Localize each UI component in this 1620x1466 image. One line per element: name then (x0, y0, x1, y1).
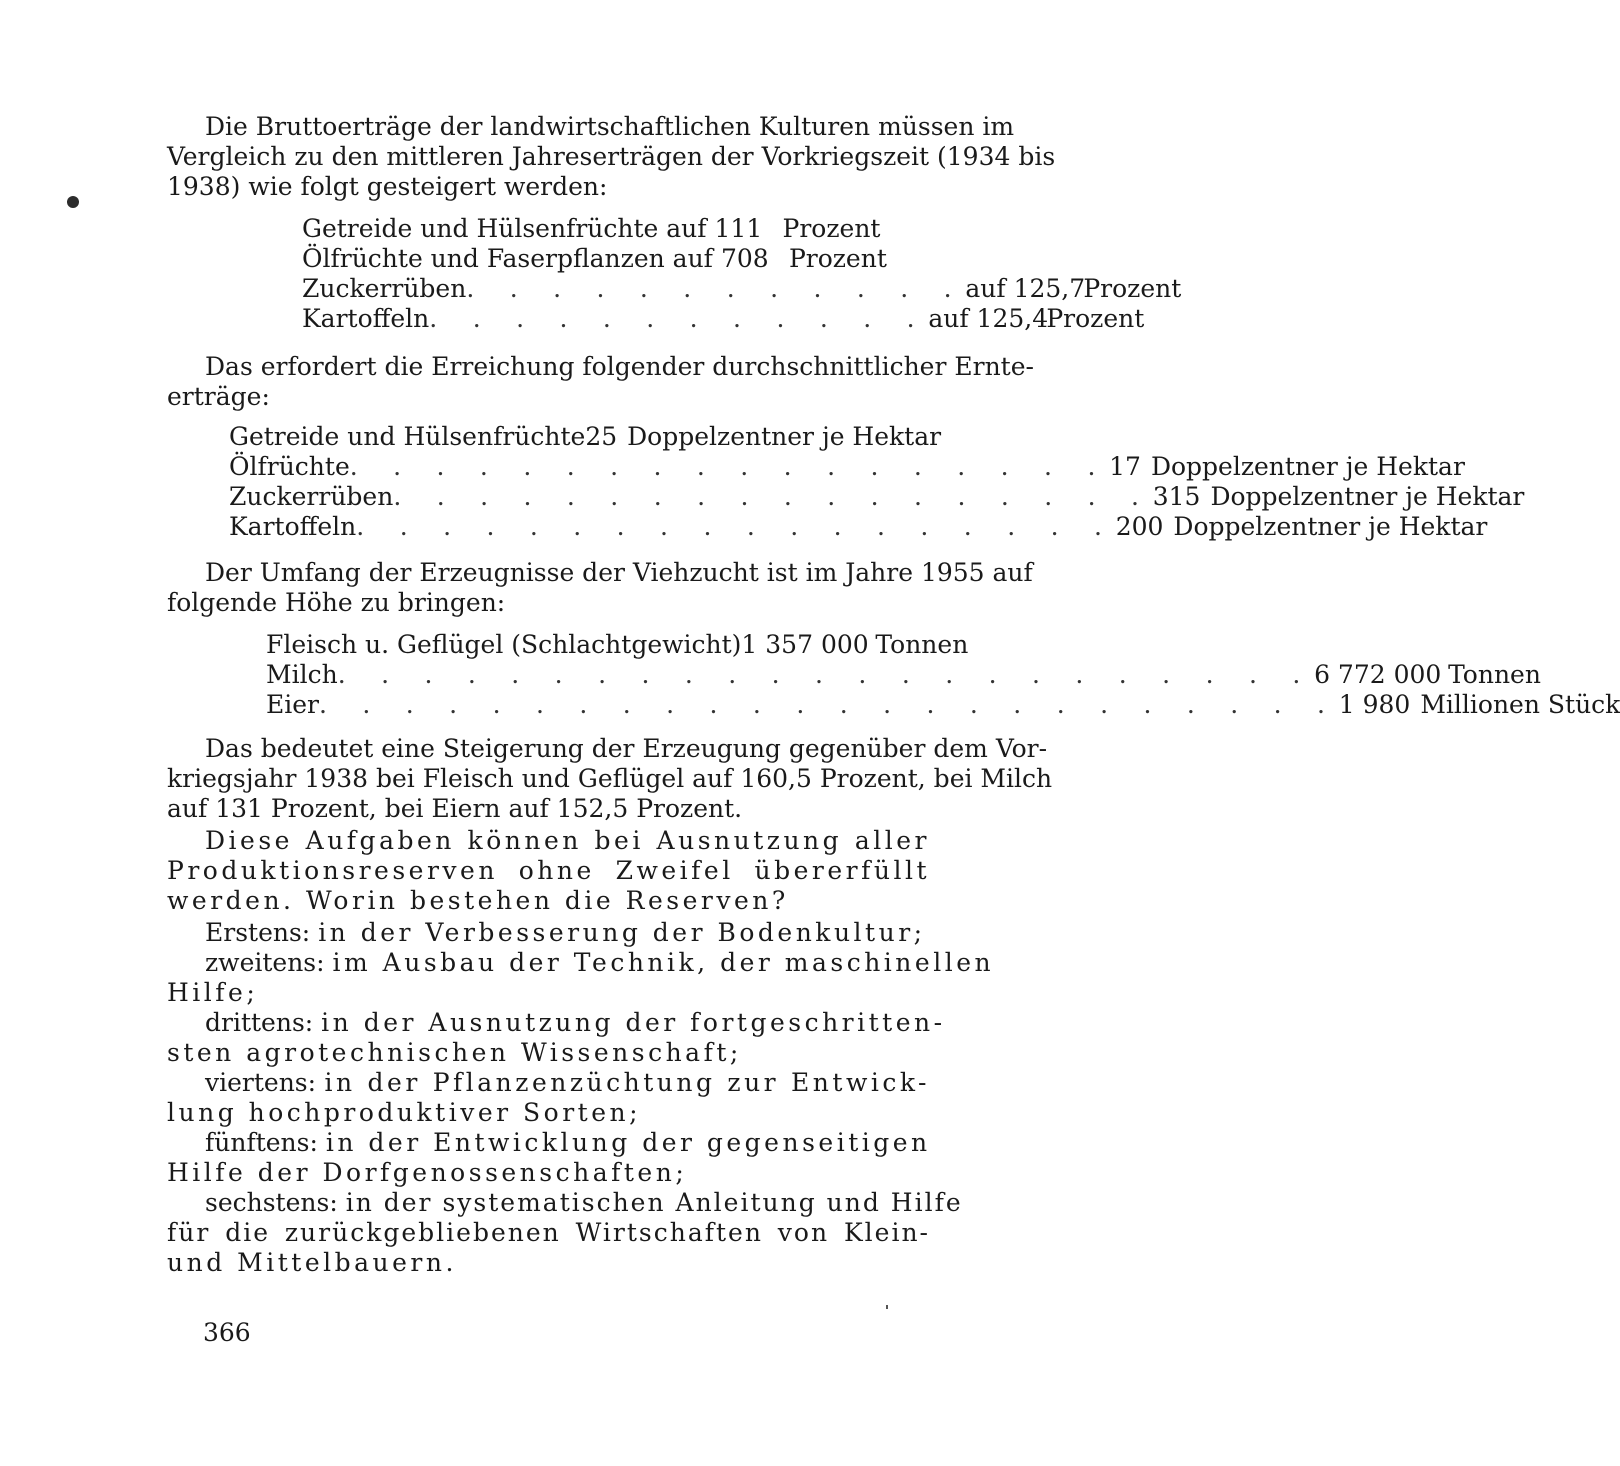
percent-value: auf 125,7 (965, 274, 1086, 303)
table-row (302, 214, 881, 244)
item-text: sten agrotechnischen Wissenschaft; (167, 1038, 742, 1067)
unit-label: Doppelzentner je Hektar (627, 422, 942, 451)
yield-increase-table (302, 214, 1182, 334)
leader-dots: . . . . . . . . . . . . . . . . . . (393, 482, 1153, 511)
item-text: Hilfe; (167, 978, 259, 1007)
text-line: Das bedeutet eine Steigerung der Erzeugung gegenüber dem Vor- (205, 734, 1048, 763)
harvest-yield-table (229, 422, 1525, 542)
yield-value: 200 (1115, 512, 1164, 541)
text-line: folgende Höhe zu bringen: (167, 588, 506, 617)
table-row (302, 304, 1145, 334)
list-item (167, 918, 930, 948)
table-row (266, 660, 1541, 690)
yield-value: 25 (585, 422, 618, 451)
table-row (229, 452, 1465, 482)
paragraph-5 (167, 826, 930, 916)
unit-label: Doppelzentner je Hektar (1210, 482, 1525, 511)
text-line: Die Bruttoerträge der landwirtschaftlichen Kulturen müssen im (205, 112, 1015, 141)
list-item (167, 1008, 946, 1038)
ink-speck (886, 1305, 888, 1309)
table-row (229, 422, 942, 452)
item-label: Erstens: (205, 918, 311, 947)
amount-value: 1 357 000 (741, 630, 869, 659)
item-text: in der Verbesserung der Bodenkultur; (318, 918, 926, 947)
crop-name: Ölfrüchte und Faserpflanzen auf (302, 244, 713, 273)
paragraph-3 (167, 558, 1033, 618)
amount-value: 1 980 (1338, 690, 1411, 719)
leader-dots: . . . . . . . . . . . . (466, 274, 966, 303)
text-line: Das erfordert die Erreichung folgender durchschnittlicher Ernte- (205, 352, 1034, 381)
paragraph-2 (167, 352, 1034, 412)
text-line: kriegsjahr 1938 bei Fleisch und Geflügel auf 160,5 Prozent, bei Milch (167, 764, 1053, 793)
yield-value: 315 (1152, 482, 1201, 511)
unit-label: Doppelzentner je Hektar (1150, 452, 1465, 481)
crop-name: Zuckerrüben (302, 274, 467, 303)
list-item (167, 948, 995, 978)
product-name: Fleisch u. Geflügel (Schlachtgewicht) (266, 630, 742, 659)
product-name: Eier (266, 690, 319, 719)
unit-label: Millionen Stück (1420, 690, 1620, 719)
table-row (302, 244, 887, 274)
item-label: fünftens: (205, 1128, 318, 1157)
table-row (266, 630, 969, 660)
unit-label: Prozent (788, 244, 887, 273)
table-row (229, 512, 1488, 542)
item-text: Hilfe der Dorfgenossenschaften; (167, 1158, 688, 1187)
text-line: 1938) wie folgt gesteigert werden: (167, 172, 608, 201)
leader-dots: . . . . . . . . . . . . (429, 304, 929, 333)
yield-value: 17 (1109, 452, 1141, 481)
unit-label: Prozent (1083, 274, 1182, 303)
item-text: in der Ausnutzung der fortgeschritten- (321, 1008, 946, 1037)
amount-value: 6 772 000 (1314, 660, 1442, 689)
text-line: Diese Aufgaben können bei Ausnutzung aller (205, 826, 930, 855)
unit-label: Tonnen (1448, 660, 1541, 689)
unit-label: Prozent (1046, 304, 1145, 333)
item-text: und Mittelbauern. (167, 1248, 457, 1277)
item-text: in der Pflanzenzüchtung zur Entwick- (324, 1068, 931, 1097)
text-line: werden. Worin bestehen die Reserven? (167, 886, 789, 915)
table-row (302, 274, 1182, 304)
product-name: Milch (266, 660, 338, 689)
item-label: viertens: (205, 1068, 317, 1097)
percent-value: 111 (714, 214, 763, 243)
crop-name: Kartoffeln (229, 512, 357, 541)
unit-label: Prozent (782, 214, 881, 243)
crop-name: Ölfrüchte (229, 452, 350, 481)
text-line: Produktionsreserven ohne Zweifel übererfüllt (167, 856, 930, 885)
item-text: für die zurückgebliebenen Wirtschaften von Klein- (167, 1218, 930, 1247)
crop-name: Kartoffeln (302, 304, 430, 333)
unit-label: Doppelzentner je Hektar (1173, 512, 1488, 541)
text-line: erträge: (167, 382, 270, 411)
table-row (229, 482, 1525, 512)
crop-name: Zuckerrüben (229, 482, 394, 511)
leader-dots: . . . . . . . . . . . . . . . . . . . . . . . (337, 660, 1315, 689)
unit-label: Tonnen (875, 630, 969, 659)
item-label: zweitens: (205, 948, 325, 977)
list-item (167, 1068, 930, 1098)
percent-value: auf 125,4 (928, 304, 1049, 333)
table-row (266, 690, 1620, 720)
paragraph-1 (167, 112, 1056, 202)
percent-value: 708 (720, 244, 769, 273)
item-text: lung hochproduktiver Sorten; (167, 1098, 642, 1127)
item-text: in der systematischen Anleitung und Hilfe (345, 1188, 963, 1217)
item-label: sechstens: (205, 1188, 338, 1217)
list-item (167, 1188, 963, 1218)
ink-blot (67, 196, 79, 208)
page-number: 366 (203, 1318, 251, 1347)
reserves-list (167, 918, 995, 1278)
item-text: in der Entwicklung der gegenseitigen (325, 1128, 931, 1157)
list-item (167, 1128, 930, 1158)
text-line: Vergleich zu den mittleren Jahreserträgen der Vorkriegszeit (1934 bis (167, 142, 1056, 171)
leader-dots: . . . . . . . . . . . . . . . . . . . . . . . . (319, 690, 1339, 719)
crop-name: Getreide und Hülsenfrüchte auf (302, 214, 707, 243)
crop-name: Getreide und Hülsenfrüchte (229, 422, 586, 451)
leader-dots: . . . . . . . . . . . . . . . . . . (349, 452, 1110, 481)
paragraph-4 (167, 734, 1053, 824)
text-line: Der Umfang der Erzeugnisse der Viehzucht ist im Jahre 1955 auf (205, 558, 1033, 587)
leader-dots: . . . . . . . . . . . . . . . . . . (356, 512, 1116, 541)
text-line: auf 131 Prozent, bei Eiern auf 152,5 Prozent. (167, 794, 743, 823)
item-text: im Ausbau der Technik, der maschinellen (332, 948, 995, 977)
livestock-output-table (266, 630, 1620, 720)
item-label: drittens: (205, 1008, 314, 1037)
